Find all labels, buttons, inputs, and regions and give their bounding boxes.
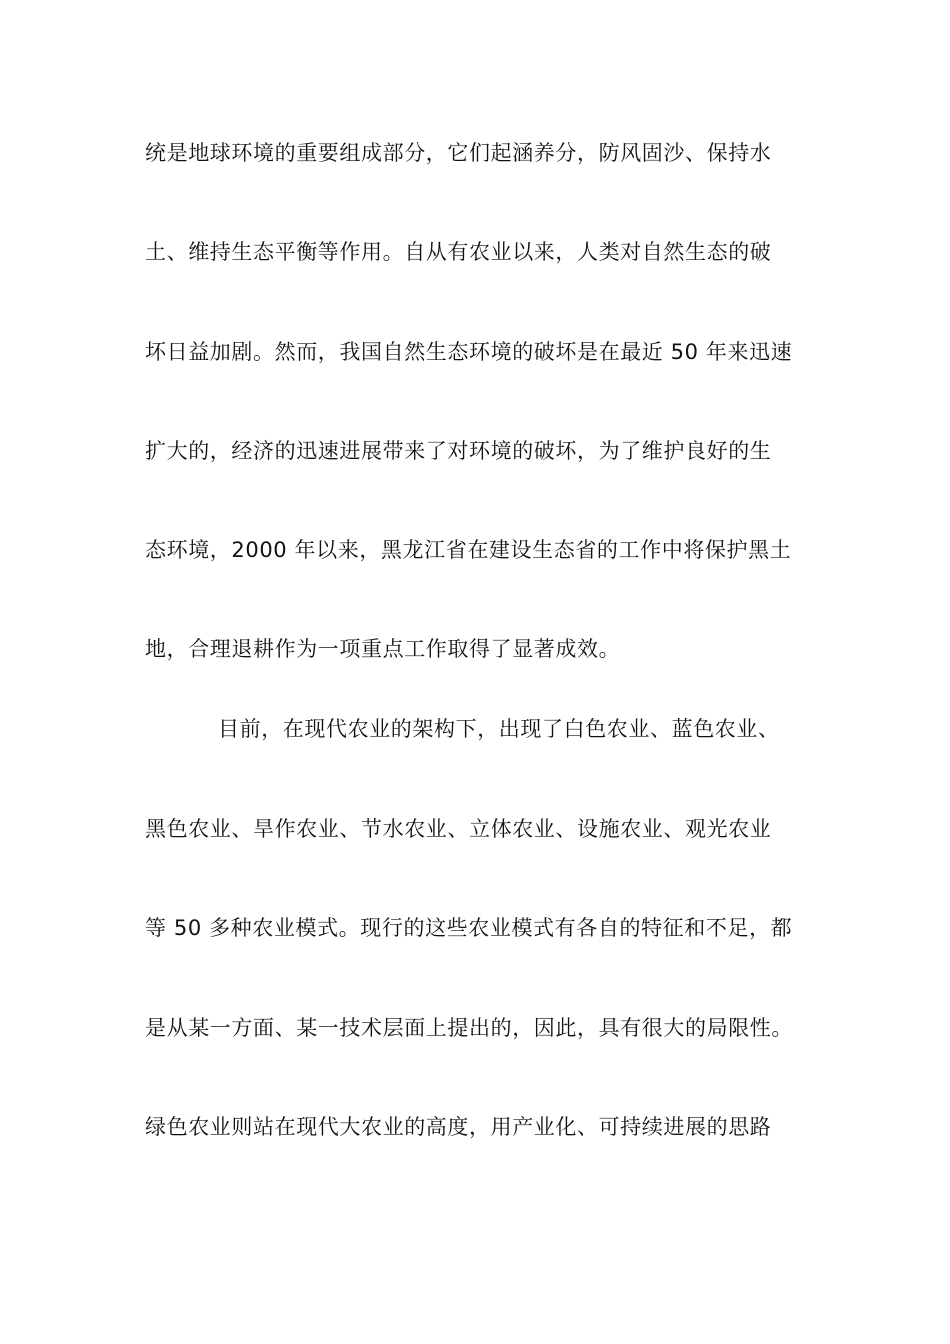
paragraph-line: 扩大的，经济的迅速进展带来了对环境的破坏，为了维护良好的生 [145,439,772,463]
paragraph-line: 等 50 多种农业模式。现行的这些农业模式有各自的特征和不足，都 [145,916,793,940]
paragraph-line: 绿色农业则站在现代大农业的高度，用产业化、可持续进展的思路 [145,1115,772,1139]
paragraph-line: 地，合理退耕作为一项重点工作取得了显著成效。 [145,637,621,661]
paragraph-line: 黑色农业、旱作农业、节水农业、立体农业、设施农业、观光农业 [145,817,772,841]
paragraph-line-indented: 目前，在现代农业的架构下，出现了白色农业、蓝色农业、 [218,717,780,741]
paragraph-line: 态环境，2000 年以来，黑龙江省在建设生态省的工作中将保护黑土 [145,538,792,562]
paragraph-line: 坏日益加剧。然而，我国自然生态环境的破坏是在最近 50 年来迅速 [145,340,793,364]
paragraph-line: 土、维持生态平衡等作用。自从有农业以来，人类对自然生态的破 [145,240,772,264]
paragraph-line: 统是地球环境的重要组成部分，它们起涵养分，防风固沙、保持水 [145,141,772,165]
paragraph-line: 是从某一方面、某一技术层面上提出的，因此，具有很大的局限性。 [145,1016,793,1040]
